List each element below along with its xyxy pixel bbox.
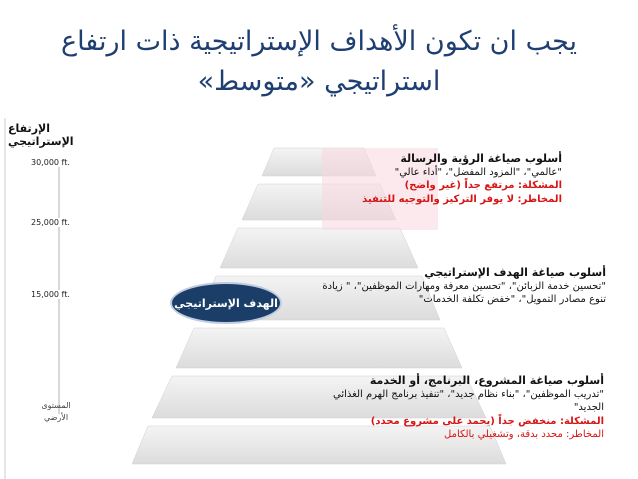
slide-title-line-1: يجب ان تكون الأهداف الإستراتيجية ذات ارتفاع [60,26,578,57]
bottom-block-line-2: الجديد" [573,402,604,413]
bottom-block-heading: أسلوب صياغة المشروع، البرنامج، أو الخدمة [369,374,604,387]
top-block-problem: المشكلة: مرتفع جداً (غير واضح) [404,180,562,191]
top-block-heading: أسلوب صياغة الرؤية والرسالة [400,152,562,165]
altitude-label-30000: 30,000 ft. [31,158,70,167]
strategic-altitude-diagram [4,118,636,479]
middle-block [296,266,606,307]
middle-block-heading: أسلوب صياغة الهدف الإستراتيجي [424,266,606,279]
pyramid-tier-3 [220,228,418,268]
bottom-block-risk: المخاطر: محدد بدقة، وتشغيلي بالكامل [444,429,604,440]
ground-level-label: المستوى الأرضي [41,401,71,422]
slide-title [0,22,638,102]
top-block-examples: "عالمي"، "المزود المفضل"، "أداء عالي" [394,166,562,178]
bottom-block-line-1: "تدريب الموظفين"، "بناء نظام جديد"، "تنفيذ برنامج الهرم الغذائي [332,388,604,400]
altitude-label-25000: 25,000 ft. [31,218,70,227]
middle-block-line-2: تنوع مصادر التمويل"، "خفض تكلفة الخدمات" [418,294,606,305]
altitude-label-15000: 15,000 ft. [31,290,70,299]
middle-block-line-1: "تحسين خدمة الزبائن"، "تحسين معرفة ومهارات الموظفين"، " زيادة [322,280,606,292]
pyramid-tier-5 [176,328,462,368]
top-block-risk: المخاطر: لا يوفر التركيز والتوجيه للتنفيذ [362,193,562,205]
top-block [362,152,562,206]
strategic-goal-oval: الهدف الإستراتيجي [172,284,280,322]
slide-title-line-2: استراتيجي «متوسط» [197,66,441,97]
bottom-block [324,374,604,442]
bottom-block-problem: المشكلة: منخفض جداً (يحمد على مشروع محدد) [370,415,604,427]
diagram-side-title: الإرتفاع الإستراتيجي [8,122,74,148]
